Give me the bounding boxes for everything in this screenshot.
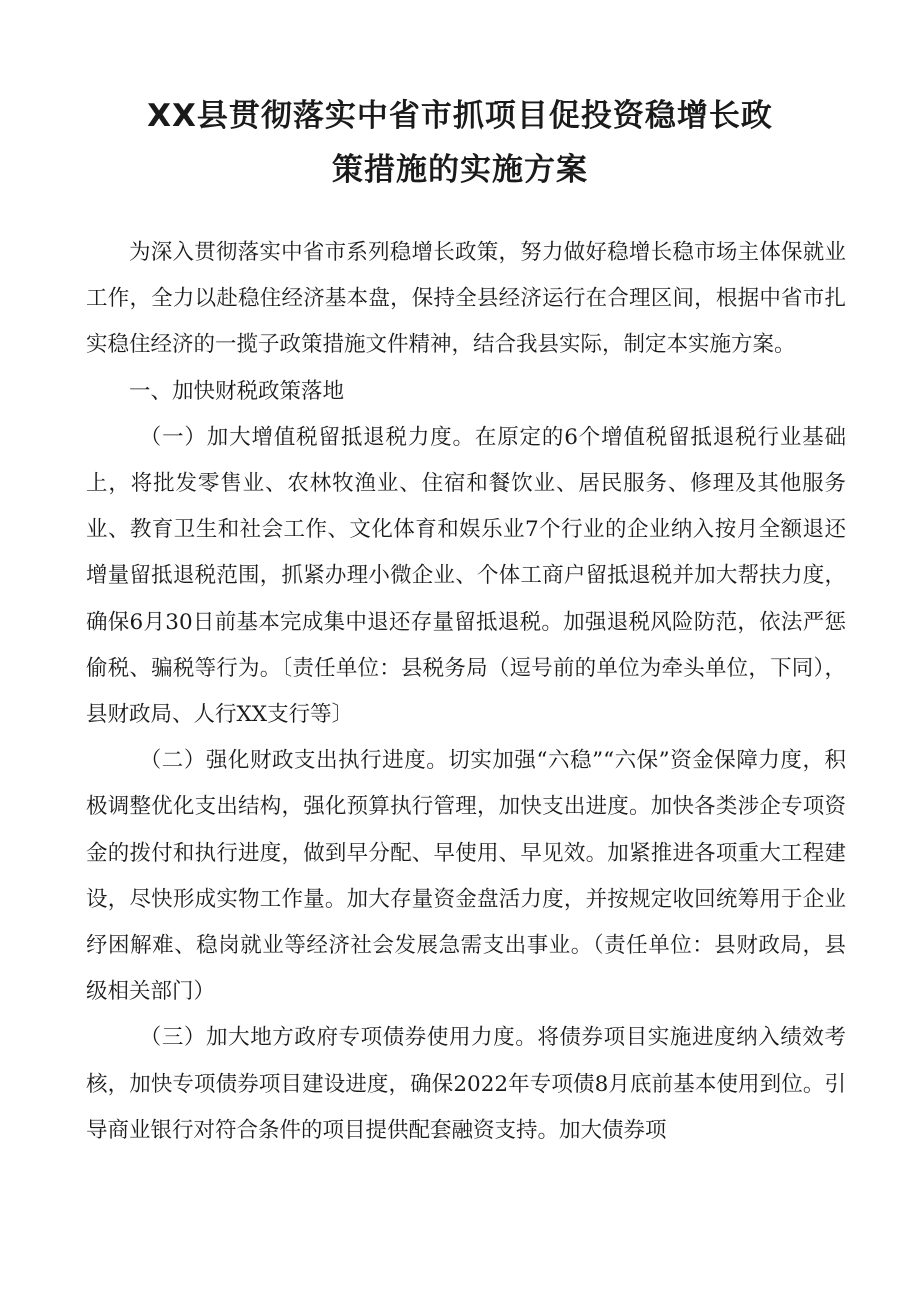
section-heading-1: 一、加快财税政策落地	[129, 378, 345, 404]
document-title-line-2: 策措施的实施方案	[332, 152, 588, 188]
document-title-line-1: XX县贯彻落实中省市抓项目促投资稳增长政	[147, 98, 773, 134]
intro-paragraph: 为深入贯彻落实中省市系列稳增长政策，努力做好稳增长稳市场主体保就业工作，全力以赴稳住经济基本盘，保持全县经济运行在合理区间，根据中省市扎实稳住经济的一揽子政策措施文件精神，结合我县实际，制定本实施方案。	[86, 240, 846, 358]
item-paragraph-3: （三）加大地方政府专项债券使用力度。将债券项目实施进度纳入绩效考核，加快专项债券项目建设进度，确保2022年专项债8月底前基本使用到位。引导商业银行对符合条件的项目提供配套融资支持。加大债券项	[86, 1025, 846, 1143]
document-body	[86, 230, 846, 1154]
item-paragraph-1: （一）加大增值税留抵退税力度。在原定的6个增值税留抵退税行业基础上，将批发零售业、农林牧渔业、住宿和餐饮业、居民服务、修理及其他服务业、教育卫生和社会工作、文化体育和娱乐业7个行业的企业纳入按月全额退还增量留抵退税范围，抓紧办理小微企业、个体工商户留抵退税并加大帮扶力度，确保6月30日前基本完成集中退还存量留抵退税。加强退税风险防范，依法严惩偷税、骗税等行为。〔责任单位：县税务局（逗号前的单位为牵头单位，下同），县财政局、人行XX支行等〕	[86, 424, 846, 728]
item-paragraph-2: （二）强化财政支出执行进度。切实加强“六稳”“六保”资金保障力度，积极调整优化支出结构，强化预算执行管理，加快支出进度。加快各类涉企专项资金的拨付和执行进度，做到早分配、早使用、早见效。加紧推进各项重大工程建设，尽快形成实物工作量。加大存量资金盘活力度，并按规定收回统筹用于企业纾困解难、稳岗就业等经济社会发展急需支出事业。（责任单位：县财政局，县级相关部门）	[86, 748, 846, 1005]
